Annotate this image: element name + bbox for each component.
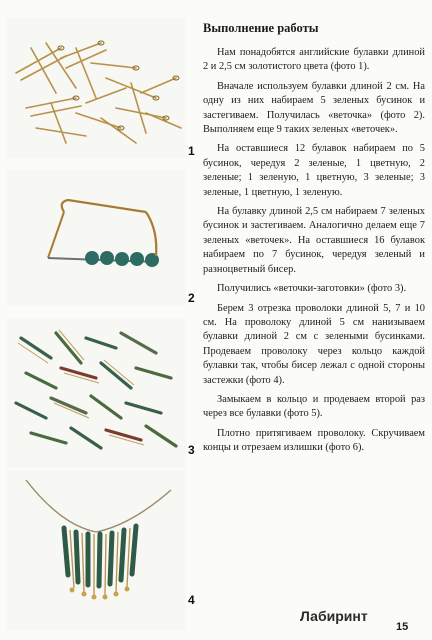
paragraph-3: На оставшиеся 12 булавок набираем по 5 бусинок, чередуя 2 зеленые, 1 цветную, 2 зеленые; 1 зеленую, 1 цветную, 3 зеленые; 3 зеленые, 1 цветную, 1 зеленую. xyxy=(203,143,425,198)
photo-number-2: 2 xyxy=(188,291,195,305)
paragraph-2: Вначале используем булавки длиной 2 см. На одну из них набираем 5 зеленых бусинок и застегиваем. Получилась «веточка» (фото 2). Выполняем еще 9 таких зеленых «веточек». xyxy=(203,80,425,136)
watermark-logo: Лабиринт xyxy=(300,608,368,624)
photo-number-1: 1 xyxy=(188,144,195,158)
photo-number-4: 4 xyxy=(188,593,195,607)
paragraph-5: Получились «веточки-заготовки» (фото 3). xyxy=(217,283,407,295)
page-number: 15 xyxy=(396,621,409,633)
section-title: Выполнение работы xyxy=(203,21,319,35)
photo-safety-pins xyxy=(6,18,186,158)
photo-pins-on-wire xyxy=(6,470,186,630)
paragraph-6: Берем 3 отрезка проволоки длиной 5, 7 и 10 см. На проволоку длиной 5 см нанизываем булавки длиной 2 см с зелеными бусинками. Продеваем проволоку через кольцо каждой булавки так, чтобы бисер лежал с одной стороны застежки (фото 4). xyxy=(203,302,425,386)
paragraph-4: На булавку длиной 2,5 см набираем 7 зеленых бусинок и застегиваем. Аналогично делаем еще 7 зеленых «веточек». На оставшиеся 16 булавок набираем по 7 бусинок, чередуя зеленый и разноцветный бисер. xyxy=(203,206,425,275)
photo-pin-blanks xyxy=(6,318,186,468)
paragraph-1: Нам понадобятся английские булавки длиной 2 и 2,5 см золотистого цвета (фото 1). xyxy=(203,47,425,73)
paragraph-8: Плотно притягиваем проволоку. Скручиваем концы и отрезаем излишки (фото 6). xyxy=(203,427,425,454)
photo-beaded-pin xyxy=(6,170,186,305)
photo-number-3: 3 xyxy=(188,443,195,457)
paragraph-7: Замыкаем в кольцо и продеваем второй раз через все булавки (фото 5). xyxy=(203,393,425,420)
instructions-text xyxy=(203,20,425,461)
